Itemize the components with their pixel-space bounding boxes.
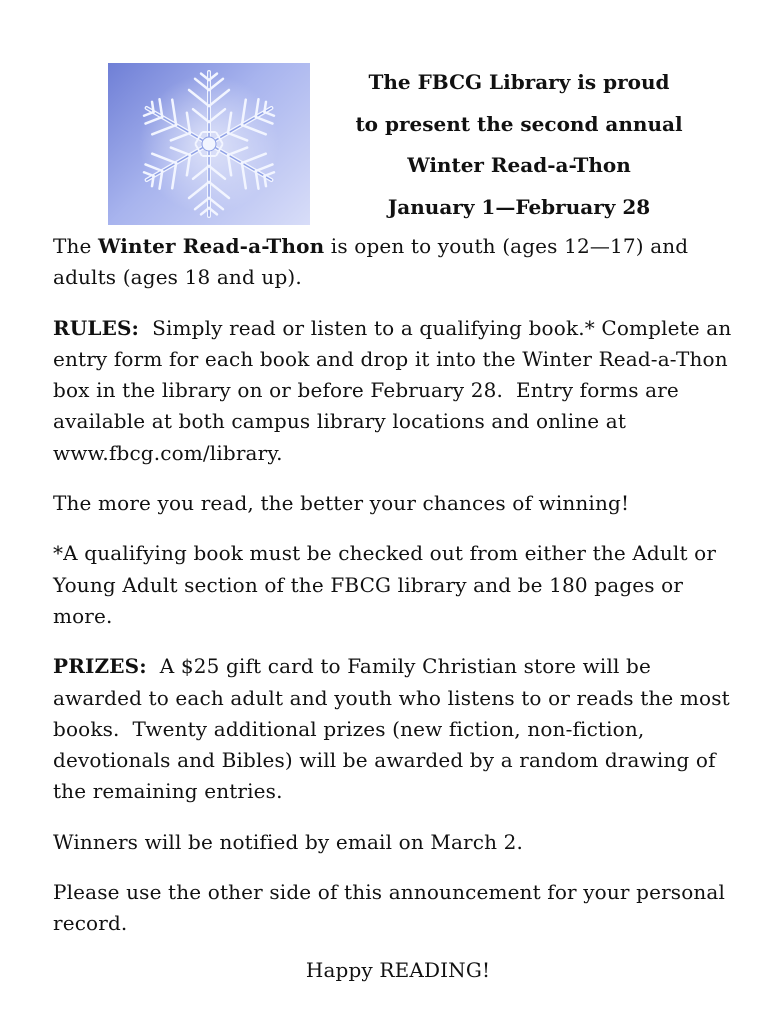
rules-paragraph bbox=[53, 313, 743, 469]
rules-label: RULES: bbox=[53, 315, 140, 340]
header-line: Winter Read-a-Thon bbox=[407, 153, 631, 177]
prizes-text: A $25 gift card to Family Christian store will be awarded to each adult and youth who listens to or reads the most books. Twenty additional prizes (new fiction, non-fiction, devotionals and Bibles) will be awarded by a random drawing of the remaining entries. bbox=[53, 654, 737, 804]
intro-lead: The bbox=[53, 234, 99, 258]
event-name: Winter Read-a-Thon bbox=[98, 234, 325, 258]
winners-paragraph: Winners will be notified by email on March 2. bbox=[53, 829, 524, 854]
header-line: The FBCG Library is proud bbox=[368, 70, 670, 94]
snowflake-icon bbox=[108, 63, 310, 225]
header-block bbox=[330, 62, 708, 228]
prizes-paragraph bbox=[53, 651, 743, 807]
other-side-paragraph: Please use the other side of this announcement for your personal record. bbox=[53, 880, 726, 936]
header-line: to present the second annual bbox=[355, 111, 683, 136]
body-text bbox=[53, 231, 743, 1005]
closing-line: Happy READING! bbox=[305, 957, 491, 982]
rules-text: Simply read or listen to a qualifying book.* Complete an entry form for each book and drop it into the Winter Read-a-Thon box in the library on or before February 28. Entry forms are available at both campus library locations and online at www.fbcg.com/library. bbox=[53, 315, 738, 465]
header-line: January 1—February 28 bbox=[387, 194, 651, 219]
snowflake-image bbox=[108, 63, 310, 225]
prizes-label: PRIZES: bbox=[53, 654, 147, 679]
qualifying-paragraph: *A qualifying book must be checked out from either the Adult or Young Adult section of the FBCG library and be 180 pages or more. bbox=[53, 541, 717, 628]
intro-rest: is open to youth (ages 12—17) and adults (ages 18 and up). bbox=[53, 234, 689, 290]
more-paragraph: The more you read, the better your chances of winning! bbox=[53, 491, 630, 516]
intro-paragraph bbox=[53, 231, 743, 294]
